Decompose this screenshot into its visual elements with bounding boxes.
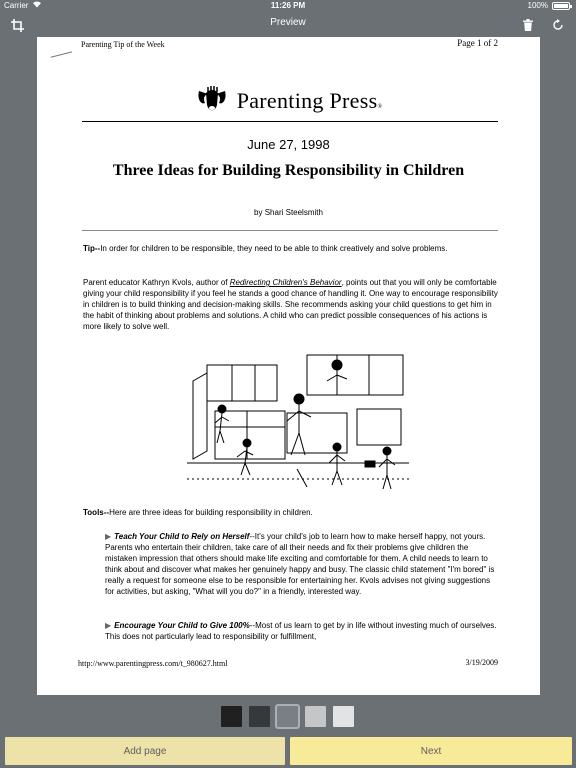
pencil-mark (51, 51, 74, 62)
status-bar (0, 0, 576, 12)
nav-bar (0, 12, 576, 36)
tip-paragraph: Tip--In order for children to be responsible, they need to be able to think creatively and solve problems. (83, 244, 448, 253)
tools-paragraph: Tools--Here are three ideas for building responsibility in children. (83, 508, 313, 517)
logo-text: Parenting Press® (236, 88, 383, 113)
divider (82, 230, 498, 231)
doc-title: Three Ideas for Building Responsibility in Children (112, 162, 465, 179)
doc-header-left: Parenting Tip of the Week (81, 40, 165, 49)
parent-paragraph: Parent educator Kathryn Kvols, author of Redirecting Children's Behavior, points out that you will only be comfortable giving your child responsibility if you feel he stands a good chance of handling it. One way to encourage responsibility in children is to build thinking and decision-making skills. She recommends asking your child questions to get him in the habit of thinking about problems and solutions. A child who can predict possible consequences of his actions is more likely to solve well. (83, 278, 498, 331)
nav-title: Preview (270, 17, 306, 28)
filter-swatch[interactable] (221, 706, 242, 727)
ram-head-icon (195, 85, 229, 117)
next-button[interactable]: Next (290, 737, 572, 765)
logo (37, 85, 540, 117)
filter-swatch[interactable] (249, 706, 270, 727)
doc-footer-date: 3/19/2009 (465, 658, 498, 667)
doc-footer-url: http://www.parentingpress.com/t_980627.html (78, 659, 228, 668)
idea-1-paragraph: ▶ Teach Your Child to Rely on Herself--It's your child's job to learn how to make herself happy, not yours. Parents who entertain their children, take care of all their needs and fix their problems give children the mistaken impression that others should make life exciting and comfortable for them. A child needs to learn to think about and discover what makes her genuinely happy and busy. The classic child statement "I'm bored" is really a request for someone else to be responsible for entertaining her. Kvols advises not giving suggestions for activities, but asking, "What will you do?" in a friendly, interested way. (105, 532, 495, 596)
filter-swatches (0, 706, 576, 728)
bullet-arrow-icon: ▶ (105, 621, 112, 630)
refresh-icon (552, 19, 564, 31)
trash-icon (523, 19, 533, 31)
filter-swatch[interactable] (277, 706, 298, 727)
divider (82, 121, 498, 122)
add-page-button[interactable]: Add page (5, 737, 285, 765)
carrier-label: Carrier (4, 1, 29, 10)
battery-percent: 100% (527, 1, 548, 10)
document-preview[interactable] (37, 37, 540, 695)
filter-swatch[interactable] (305, 706, 326, 727)
rotate-button[interactable] (549, 16, 567, 34)
kitchen-illustration (187, 351, 409, 493)
idea-2-paragraph: ▶ Encourage Your Child to Give 100%--Most of us learn to get by in life without investing much of ourselves. This does not particularly lead to responsibility or fulfillment, (105, 621, 497, 641)
bullet-arrow-icon: ▶ (105, 532, 112, 541)
status-time: 11:26 PM (270, 1, 306, 10)
battery-icon (552, 2, 570, 10)
doc-date: June 27, 1998 (247, 137, 330, 152)
doc-page-number: Page 1 of 2 (457, 38, 498, 48)
doc-byline: by Shari Steelsmith (254, 208, 323, 217)
filter-swatch[interactable] (333, 706, 354, 727)
delete-button[interactable] (519, 16, 537, 34)
